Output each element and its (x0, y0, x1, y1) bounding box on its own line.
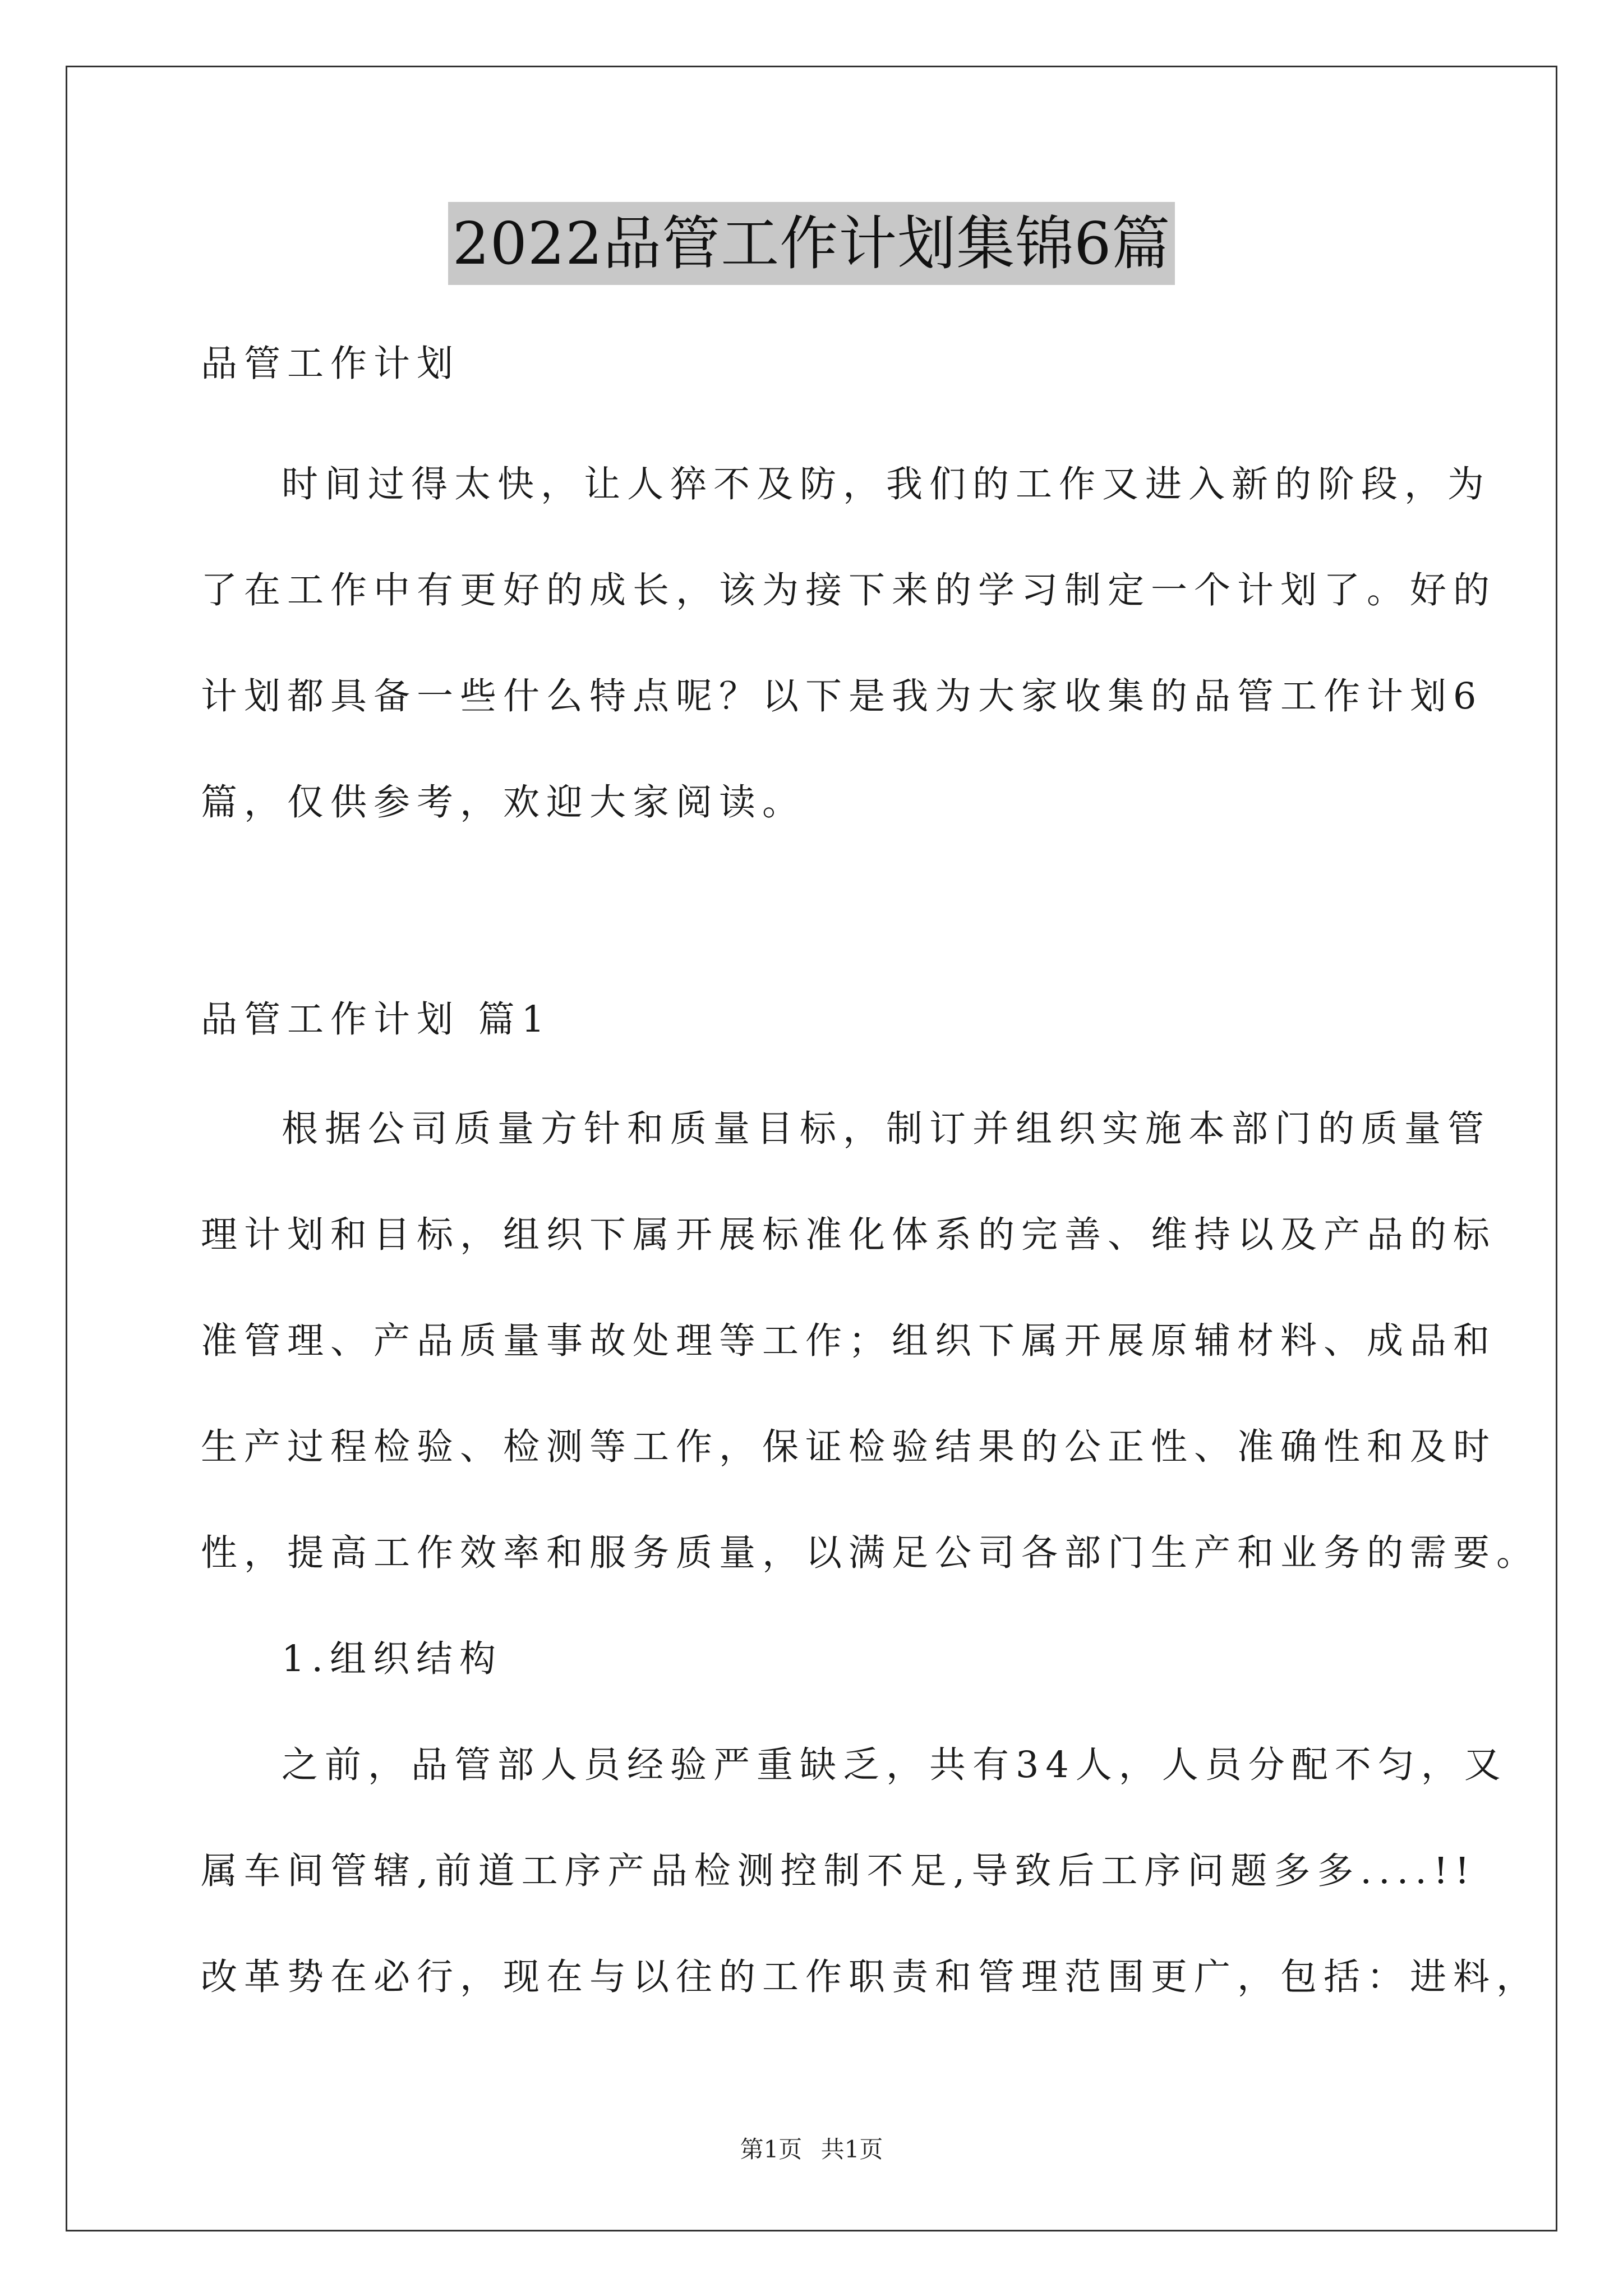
paragraph-line: 之前，品管部人员经验严重缺乏，共有34人，人员分配不匀，又 (282, 1744, 1507, 1786)
paragraph-line: 性，提高工作效率和服务质量，以满足公司各部门生产和业务的需要。 (201, 1532, 1540, 1574)
document-title: 2022品管工作计划集锦6篇 (448, 202, 1175, 285)
page-footer (0, 2134, 1623, 2165)
paragraph-line: 生产过程检验、检测等工作，保证检验结果的公正性、准确性和及时 (201, 1426, 1497, 1468)
paragraph-line: 理计划和目标，组织下属开展标准化体系的完善、维持以及产品的标 (201, 1214, 1497, 1256)
paragraph-line: 计划都具备一些什么特点呢？以下是我为大家收集的品管工作计划6 (201, 675, 1483, 717)
paragraph-line: 属车间管辖,前道工序产品检测控制不足,导致后工序问题多多....!! (201, 1850, 1477, 1892)
section-heading-intro: 品管工作计划 (201, 343, 460, 385)
page-number-current: 第1页 (740, 2136, 803, 2163)
paragraph-line: 篇，仅供参考，欢迎大家阅读。 (201, 781, 806, 823)
page-number-total: 共1页 (820, 2136, 883, 2163)
section-heading-part1: 品管工作计划 篇1 (201, 999, 552, 1041)
paragraph-line: 时间过得太快，让人猝不及防，我们的工作又进入新的阶段，为 (282, 463, 1491, 505)
title-block (0, 202, 1623, 285)
subheading-org-structure: 1.组织结构 (282, 1638, 503, 1680)
paragraph-line: 根据公司质量方针和质量目标，制订并组织实施本部门的质量管 (282, 1108, 1491, 1150)
paragraph-line: 准管理、产品质量事故处理等工作；组织下属开展原辅材料、成品和 (201, 1320, 1497, 1362)
paragraph-line: 了在工作中有更好的成长，该为接下来的学习制定一个计划了。好的 (201, 569, 1497, 611)
paragraph-line: 改革势在必行，现在与以往的工作职责和管理范围更广，包括：进料， (201, 1956, 1540, 1998)
